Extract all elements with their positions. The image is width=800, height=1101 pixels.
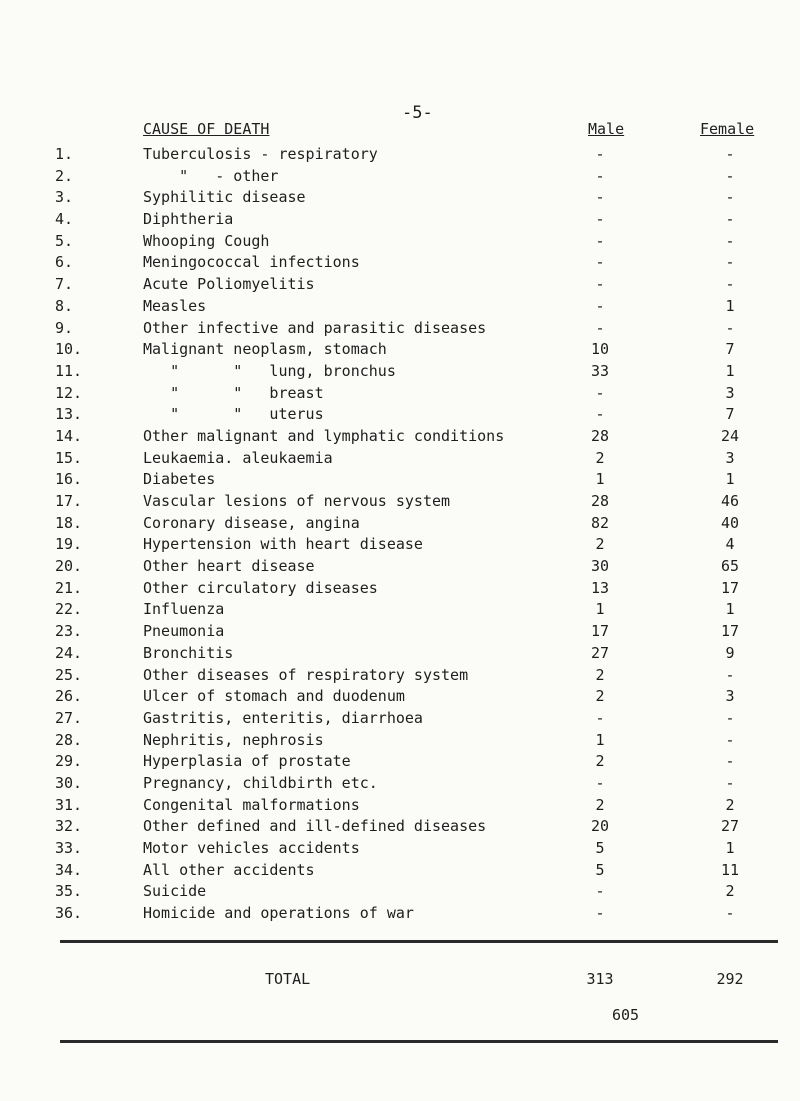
row-male: 28 — [590, 426, 610, 445]
header-female: Female — [700, 120, 755, 138]
row-cause: Hypertension with heart disease — [143, 535, 423, 554]
row-female: 1 — [725, 296, 735, 315]
row-female: 1 — [725, 600, 735, 619]
row-cause: " " breast — [143, 383, 324, 402]
table-row — [0, 166, 800, 188]
row-male: 20 — [590, 817, 610, 836]
row-male: 28 — [590, 492, 610, 510]
table-row — [0, 708, 800, 730]
table-row — [0, 730, 800, 752]
row-cause: Meningococcal infections — [143, 253, 360, 272]
row-male: - — [595, 773, 605, 792]
row-num: 2. — [55, 166, 74, 185]
row-num: 14. — [55, 426, 83, 445]
row-female: 1 — [725, 361, 735, 380]
row-female: 1 — [725, 839, 735, 857]
row-num: 34. — [55, 860, 83, 879]
row-female: 7 — [725, 340, 735, 359]
row-num: 20. — [55, 557, 83, 576]
row-cause: Other defined and ill-defined diseases — [143, 817, 487, 836]
row-male: 10 — [590, 340, 610, 359]
row-cause: Other circulatory diseases — [143, 578, 378, 597]
row-male: - — [595, 296, 605, 315]
row-cause: " " uterus — [143, 405, 324, 424]
row-female: 2 — [725, 795, 735, 814]
row-female: - — [725, 166, 735, 185]
row-num: 30. — [55, 773, 83, 792]
table-row — [0, 599, 800, 621]
row-num: 6. — [55, 253, 74, 272]
row-num: 33. — [55, 839, 83, 857]
row-cause: Syphilitic disease — [143, 188, 306, 207]
row-male: - — [595, 166, 605, 185]
row-num: 19. — [55, 535, 83, 554]
row-female: - — [725, 773, 735, 792]
row-num: 7. — [55, 275, 74, 294]
row-female: 3 — [725, 383, 735, 402]
row-cause: Hyperplasia of prostate — [143, 752, 351, 771]
row-cause: Malignant neoplasm, stomach — [143, 340, 387, 359]
row-male: - — [595, 253, 605, 272]
row-male: - — [595, 318, 605, 337]
row-num: 24. — [55, 643, 83, 662]
table-row — [0, 751, 800, 773]
table-row — [0, 795, 800, 817]
row-male: - — [595, 188, 605, 207]
table-row — [0, 426, 800, 448]
row-cause: Influenza — [143, 600, 225, 619]
row-cause: Whooping Cough — [143, 231, 270, 250]
row-cause: Homicide and operations of war — [143, 904, 414, 923]
row-num: 16. — [55, 470, 83, 489]
table-row — [0, 556, 800, 578]
row-num: 28. — [55, 730, 83, 749]
header-male: Male — [588, 120, 625, 138]
row-female: - — [725, 210, 735, 229]
row-male: 5 — [595, 860, 605, 879]
row-num: 22. — [55, 600, 83, 619]
row-num: 10. — [55, 340, 83, 359]
row-female: - — [725, 708, 735, 727]
table-row — [0, 448, 800, 470]
row-female: - — [725, 665, 735, 684]
table-row — [0, 404, 800, 426]
table-row — [0, 665, 800, 687]
row-female: 1 — [725, 470, 735, 489]
row-cause: Gastritis, enteritis, diarrhoea — [143, 708, 423, 727]
row-num: 1. — [55, 145, 74, 163]
row-cause: Other malignant and lymphatic conditions — [143, 426, 505, 445]
table-row — [0, 296, 800, 318]
row-cause: Other infective and parasitic diseases — [143, 318, 487, 337]
header-cause-of-death: CAUSE OF DEATH — [143, 120, 270, 138]
row-male: 5 — [595, 839, 605, 857]
row-female: 2 — [725, 882, 735, 901]
table-row — [0, 187, 800, 209]
table-row — [0, 621, 800, 643]
row-female: 17 — [720, 578, 740, 597]
total-rule-bottom — [60, 1040, 778, 1043]
row-num: 27. — [55, 708, 83, 727]
row-female: 40 — [720, 513, 740, 532]
row-female: - — [725, 231, 735, 250]
row-num: 31. — [55, 795, 83, 814]
total-rule-top — [60, 940, 778, 943]
table-row — [0, 318, 800, 340]
table-row — [0, 513, 800, 535]
row-male: 2 — [595, 687, 605, 706]
row-num: 4. — [55, 210, 74, 229]
row-female: 24 — [720, 426, 740, 445]
table-row — [0, 816, 800, 838]
row-female: 11 — [720, 860, 740, 879]
row-num: 18. — [55, 513, 83, 532]
page-number: -5- — [402, 103, 433, 123]
row-num: 12. — [55, 383, 83, 402]
row-num: 8. — [55, 296, 74, 315]
row-male: 2 — [595, 795, 605, 814]
row-male: 13 — [590, 578, 610, 597]
row-female: - — [725, 730, 735, 749]
row-female: 7 — [725, 405, 735, 424]
row-male: 17 — [590, 622, 610, 641]
row-cause: Tuberculosis - respiratory — [143, 145, 378, 163]
row-male: - — [595, 904, 605, 923]
row-male: 33 — [590, 361, 610, 380]
table-row — [0, 903, 800, 925]
row-female: - — [725, 752, 735, 771]
row-male: - — [595, 275, 605, 294]
row-female: 46 — [720, 492, 740, 510]
row-cause: Vascular lesions of nervous system — [143, 492, 451, 510]
table-row — [0, 274, 800, 296]
row-cause: Nephritis, nephrosis — [143, 730, 324, 749]
row-male: - — [595, 231, 605, 250]
row-cause: " - other — [143, 166, 279, 185]
row-male: - — [595, 145, 605, 163]
row-cause: Leukaemia. aleukaemia — [143, 448, 333, 467]
table-row — [0, 339, 800, 361]
row-male: 1 — [595, 730, 605, 749]
row-cause: Measles — [143, 296, 207, 315]
row-num: 35. — [55, 882, 83, 901]
table-row — [0, 469, 800, 491]
row-num: 32. — [55, 817, 83, 836]
row-cause: Ulcer of stomach and duodenum — [143, 687, 405, 706]
row-male: 1 — [595, 600, 605, 619]
row-female: 65 — [720, 557, 740, 576]
row-female: - — [725, 318, 735, 337]
row-cause: All other accidents — [143, 860, 315, 879]
table-row — [0, 209, 800, 231]
total-label: TOTAL — [265, 970, 311, 988]
table-row — [0, 231, 800, 253]
row-num: 23. — [55, 622, 83, 641]
row-male: - — [595, 708, 605, 727]
row-num: 36. — [55, 904, 83, 923]
row-male: 2 — [595, 752, 605, 771]
row-male: - — [595, 405, 605, 424]
row-cause: Suicide — [143, 882, 207, 901]
table-row — [0, 144, 800, 166]
total-female: 292 — [716, 970, 744, 988]
row-cause: Pregnancy, childbirth etc. — [143, 773, 378, 792]
row-cause: Other diseases of respiratory system — [143, 665, 469, 684]
row-num: 9. — [55, 318, 74, 337]
row-female: - — [725, 904, 735, 923]
cause-of-death-table — [0, 144, 800, 925]
row-num: 13. — [55, 405, 83, 424]
row-female: - — [725, 145, 735, 163]
row-female: - — [725, 275, 735, 294]
row-male: 30 — [590, 557, 610, 576]
table-row — [0, 881, 800, 903]
row-male: - — [595, 210, 605, 229]
table-row — [0, 773, 800, 795]
row-male: 2 — [595, 448, 605, 467]
row-male: 2 — [595, 665, 605, 684]
row-num: 15. — [55, 448, 83, 467]
row-cause: Pneumonia — [143, 622, 225, 641]
row-male: 2 — [595, 535, 605, 554]
row-num: 11. — [55, 361, 83, 380]
row-num: 3. — [55, 188, 74, 207]
row-male: - — [595, 882, 605, 901]
row-num: 5. — [55, 231, 74, 250]
row-cause: Congenital malformations — [143, 795, 360, 814]
table-row — [0, 383, 800, 405]
total-male: 313 — [586, 970, 614, 988]
row-num: 26. — [55, 687, 83, 706]
table-row — [0, 860, 800, 882]
row-num: 17. — [55, 492, 83, 510]
row-cause: Motor vehicles accidents — [143, 839, 360, 857]
row-male: 1 — [595, 470, 605, 489]
row-cause: Diphtheria — [143, 210, 234, 229]
row-cause: Diabetes — [143, 470, 216, 489]
row-cause: " " lung, bronchus — [143, 361, 396, 380]
row-male: - — [595, 383, 605, 402]
row-female: 3 — [725, 448, 735, 467]
table-row — [0, 838, 800, 860]
row-female: 9 — [725, 643, 735, 662]
row-male: 27 — [590, 643, 610, 662]
table-row — [0, 361, 800, 383]
table-row — [0, 578, 800, 600]
grand-total: 605 — [612, 1006, 640, 1024]
row-cause: Other heart disease — [143, 557, 315, 576]
table-row — [0, 491, 800, 513]
row-female: - — [725, 253, 735, 272]
row-female: 4 — [725, 535, 735, 554]
row-num: 25. — [55, 665, 83, 684]
table-row — [0, 686, 800, 708]
row-num: 29. — [55, 752, 83, 771]
table-row — [0, 643, 800, 665]
row-female: 3 — [725, 687, 735, 706]
row-male: 82 — [590, 513, 610, 532]
row-cause: Bronchitis — [143, 643, 234, 662]
table-row — [0, 252, 800, 274]
row-female: 27 — [720, 817, 740, 836]
row-cause: Coronary disease, angina — [143, 513, 360, 532]
row-female: - — [725, 188, 735, 207]
row-cause: Acute Poliomyelitis — [143, 275, 315, 294]
row-num: 21. — [55, 578, 83, 597]
row-female: 17 — [720, 622, 740, 641]
table-row — [0, 534, 800, 556]
